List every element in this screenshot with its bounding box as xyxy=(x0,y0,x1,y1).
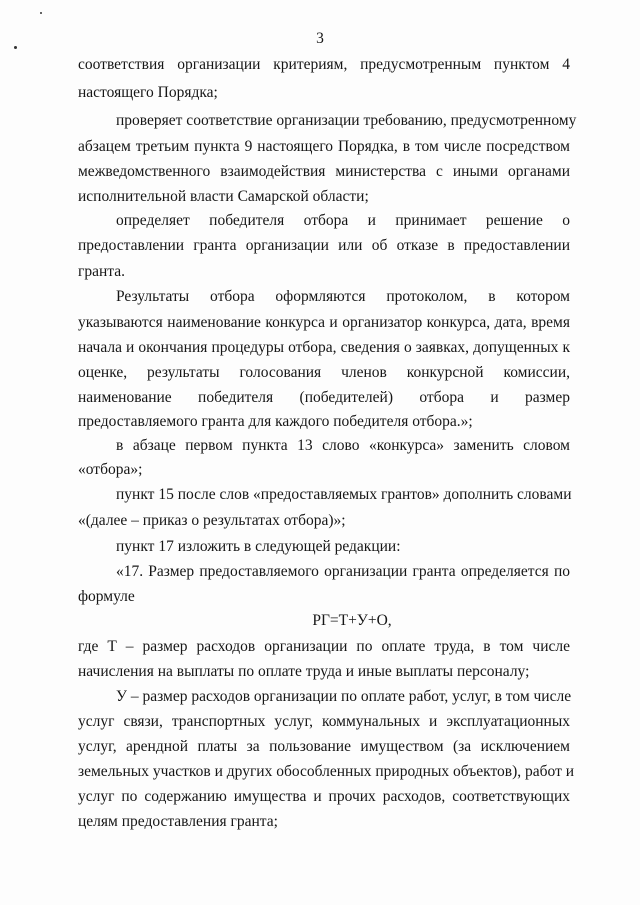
text-line: исполнительной власти Самарской области; xyxy=(78,188,369,205)
text-line: начисления на выплаты по оплате труда и иные выплаты персоналу; xyxy=(78,663,530,680)
text-line: в абзаце первом пункта 13 слово «конкурса» заменить словом xyxy=(116,437,570,454)
text-line: оценке, результаты голосования членов конкурсной комиссии, xyxy=(78,364,570,381)
text-line: предоставлении гранта организации или об отказе в предоставлении xyxy=(78,237,570,254)
scan-speck xyxy=(40,12,42,14)
text-line: формуле xyxy=(78,588,135,605)
page-number: 3 xyxy=(316,30,324,47)
text-line: абзацем третьим пункта 9 настоящего Порядка, в том числе посредством xyxy=(78,138,570,155)
text-line: земельных участков и других обособленных природных объектов), работ и xyxy=(78,763,575,780)
text-line: услуг, арендной платы за пользование имуществом (за исключением xyxy=(78,738,570,755)
text-line: межведомственного взаимодействия министерства с иными органами xyxy=(78,163,570,180)
text-line: гранта. xyxy=(78,263,125,280)
text-line: настоящего Порядка; xyxy=(78,84,218,101)
text-line: определяет победителя отбора и принимает решение о xyxy=(116,212,570,229)
text-line: пункт 15 после слов «предоставляемых грантов» дополнить словами xyxy=(116,486,572,503)
text-line: услуг по содержанию имущества и прочих расходов, соответствующих xyxy=(78,788,570,805)
text-line: «17. Размер предоставляемого организации гранта определяется по xyxy=(116,563,570,580)
text-line: начала и окончания процедуры отбора, сведения о заявках, допущенных к xyxy=(78,339,570,356)
text-line: целям предоставления гранта; xyxy=(78,813,278,830)
text-line: пункт 17 изложить в следующей редакции: xyxy=(116,538,401,555)
text-line: «отбора»; xyxy=(78,461,143,478)
formula: РГ=Т+У+О, xyxy=(312,612,392,629)
text-line: предоставляемого гранта для каждого победителя отбора.»; xyxy=(78,413,473,430)
text-line: «(далее – приказ о результатах отбора)»; xyxy=(78,512,346,529)
text-line: Результаты отбора оформляются протоколом, в котором xyxy=(116,288,570,305)
text-line: соответствия организации критериям, предусмотренным пунктом 4 xyxy=(78,56,570,73)
text-line: У – размер расходов организации по оплате работ, услуг, в том числе xyxy=(116,688,572,705)
text-line: проверяет соответствие организации требованию, предусмотренному xyxy=(116,112,577,129)
text-line: услуг связи, транспортных услуг, коммунальных и эксплуатационных xyxy=(78,713,570,730)
text-line: наименование победителя (победителей) отбора и размер xyxy=(78,389,570,406)
text-line: указываются наименование конкурса и организатор конкурса, дата, время xyxy=(78,314,570,331)
text-line: где Т – размер расходов организации по оплате труда, в том числе xyxy=(78,638,570,655)
